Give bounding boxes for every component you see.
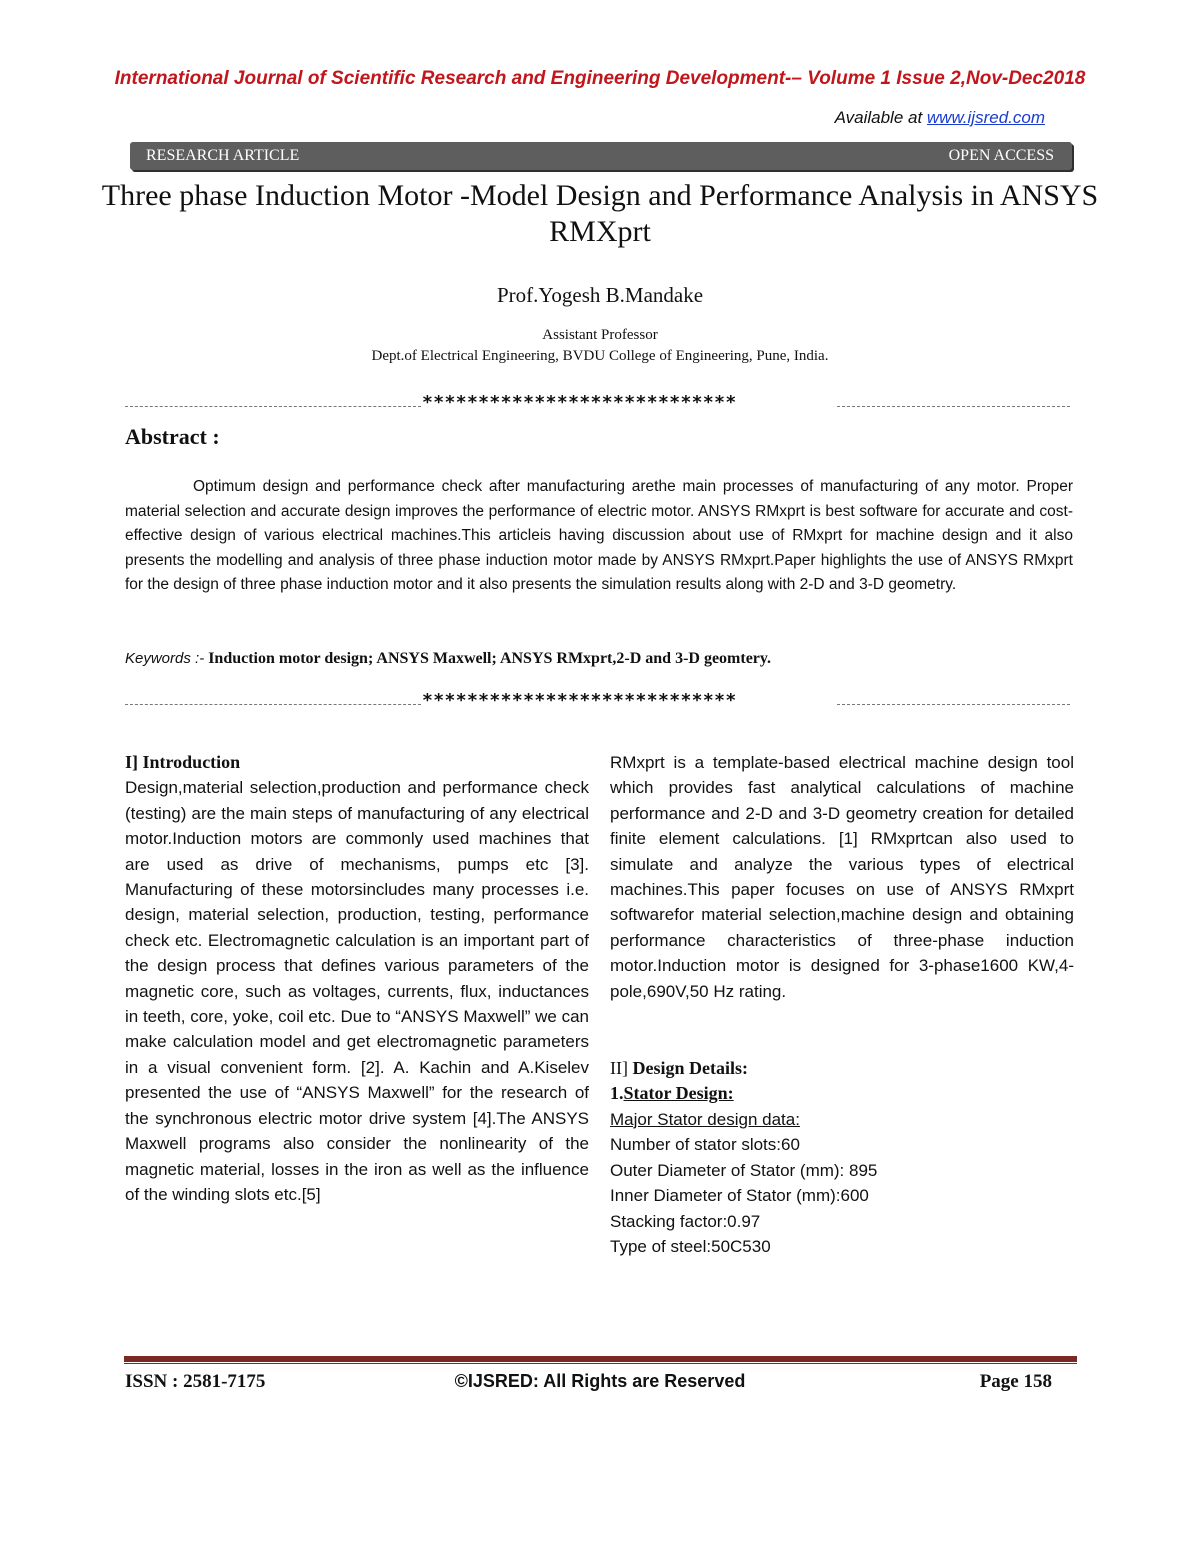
spacer	[610, 1004, 1074, 1056]
rmxprt-paragraph: RMxprt is a template-based electrical machine design tool which provides fast analytical calculations of machine performance and 2-D and 3-D geometry creation for detailed finite element calculations. [1] RMxprtcan also used to simulate and analyze the various types of electrical machines.This paper focuses on use of ANSYS RMxprt softwarefor material selection,machine design and obtaining performance characteristics of three-phase induction motor.Induction motor is designed for 3-phase1600 KW,4-pole,690V,50 Hz rating.	[610, 753, 1074, 1001]
separator-stars: ****************************	[422, 690, 737, 711]
open-access-label: OPEN ACCESS	[948, 147, 1054, 164]
right-column	[610, 750, 1074, 1259]
copyright-notice: ©IJSRED: All Rights are Reserved	[454, 1371, 746, 1391]
design-section-title: Design Details:	[632, 1058, 748, 1079]
keywords-text: Induction motor design; ANSYS Maxwell; ANSYS RMxprt,2-D and 3-D geomtery.	[204, 650, 772, 667]
availability-line	[760, 108, 1045, 128]
author-affiliation: Dept.of Electrical Engineering, BVDU College of Engineering, Pune, India.	[371, 348, 829, 364]
stator-data-item: Type of steel:50C530	[610, 1236, 771, 1256]
stator-design-heading	[610, 1081, 1074, 1106]
introduction-body: Design,material selection,production and performance check (testing) are the main steps of manufacturing of any electrical motor.Induction motors are commonly used machines that are used as drive of mechanisms, pumps etc [3]. Manufacturing of these motorsincludes many processes i.e. design, material selection, production, testing, performance check etc. Electromagnetic calculation is an important part of the design process that defines various parameters of the magnetic core, such as voltages, currents, flux, inductances in teeth, core, yoke, coil etc. Due to “ANSYS Maxwell” we can make calculation model and get electromagnetic parameters in a visual convenient form. [2]. A. Kachin and A.Kiselev presented the use of “ANSYS Maxwell” for the research of the synchronous electric motor drive system [4].The ANSYS Maxwell programs also consider the nonlinearity of the magnetic material, losses in the iron as well as the influence of the winding slots etc.[5]	[125, 778, 589, 1204]
keywords-line	[125, 650, 1073, 668]
author-role: Assistant Professor	[542, 327, 658, 343]
separator-dash-right	[837, 704, 1070, 705]
stator-data-item: Inner Diameter of Stator (mm):600	[610, 1186, 869, 1206]
stator-data-item: Stacking factor:0.97	[610, 1211, 761, 1231]
introduction-heading: I] Introduction	[125, 752, 241, 772]
stator-section-number: 1.	[610, 1083, 624, 1104]
separator-top	[125, 392, 1070, 416]
abstract-heading: Abstract :	[125, 424, 220, 449]
paper-title: Three phase Induction Motor -Model Design and Performance Analysis in ANSYS RMXprt	[101, 179, 1099, 248]
issn-number: ISSN : 2581-7175	[125, 1371, 266, 1392]
journal-header: International Journal of Scientific Research and Engineering Development-– Volume 1 Issue 2,Nov-Dec2018	[114, 68, 1086, 89]
research-article-label: RESEARCH ARTICLE	[146, 147, 300, 164]
stator-section-title: Stator Design:	[623, 1083, 734, 1104]
separator-bottom	[125, 690, 1070, 714]
article-type-banner	[130, 142, 1072, 170]
stator-data-subheading: Major Stator design data:	[610, 1109, 800, 1129]
separator-stars: ****************************	[422, 392, 737, 413]
footer-rule-thin	[124, 1363, 1077, 1364]
abstract-body: Optimum design and performance check after manufacturing arethe main processes of manufacturing of any motor. Proper material selection and accurate design improves the performance of electric motor. ANSYS RMxprt is best software for accurate and cost-effective design of various electrical machines.This articleis having discussion about use of RMxprt for machine design and it also presents the modelling and analysis of three phase induction motor made by ANSYS RMxprt.Paper highlights the use of ANSYS RMxprt for the design of three phase induction motor and it also presents the simulation results along with 2-D and 3-D geometry.	[125, 478, 1073, 593]
stator-data-item: Number of stator slots:60	[610, 1135, 800, 1155]
page-number: Page 158	[979, 1371, 1052, 1392]
author-name: Prof.Yogesh B.Mandake	[496, 283, 704, 307]
design-details-heading	[610, 1056, 1074, 1081]
separator-dash-left	[125, 406, 421, 407]
available-prefix: Available at	[834, 108, 927, 127]
keywords-label: Keywords :-	[125, 650, 205, 667]
separator-dash-left	[125, 704, 421, 705]
footer-rule	[124, 1356, 1077, 1362]
design-section-number: II]	[610, 1058, 633, 1079]
journal-website-link[interactable]: www.ijsred.com	[926, 108, 1045, 127]
stator-data-item: Outer Diameter of Stator (mm): 895	[610, 1160, 878, 1180]
separator-dash-right	[837, 406, 1070, 407]
left-column	[125, 750, 589, 1207]
